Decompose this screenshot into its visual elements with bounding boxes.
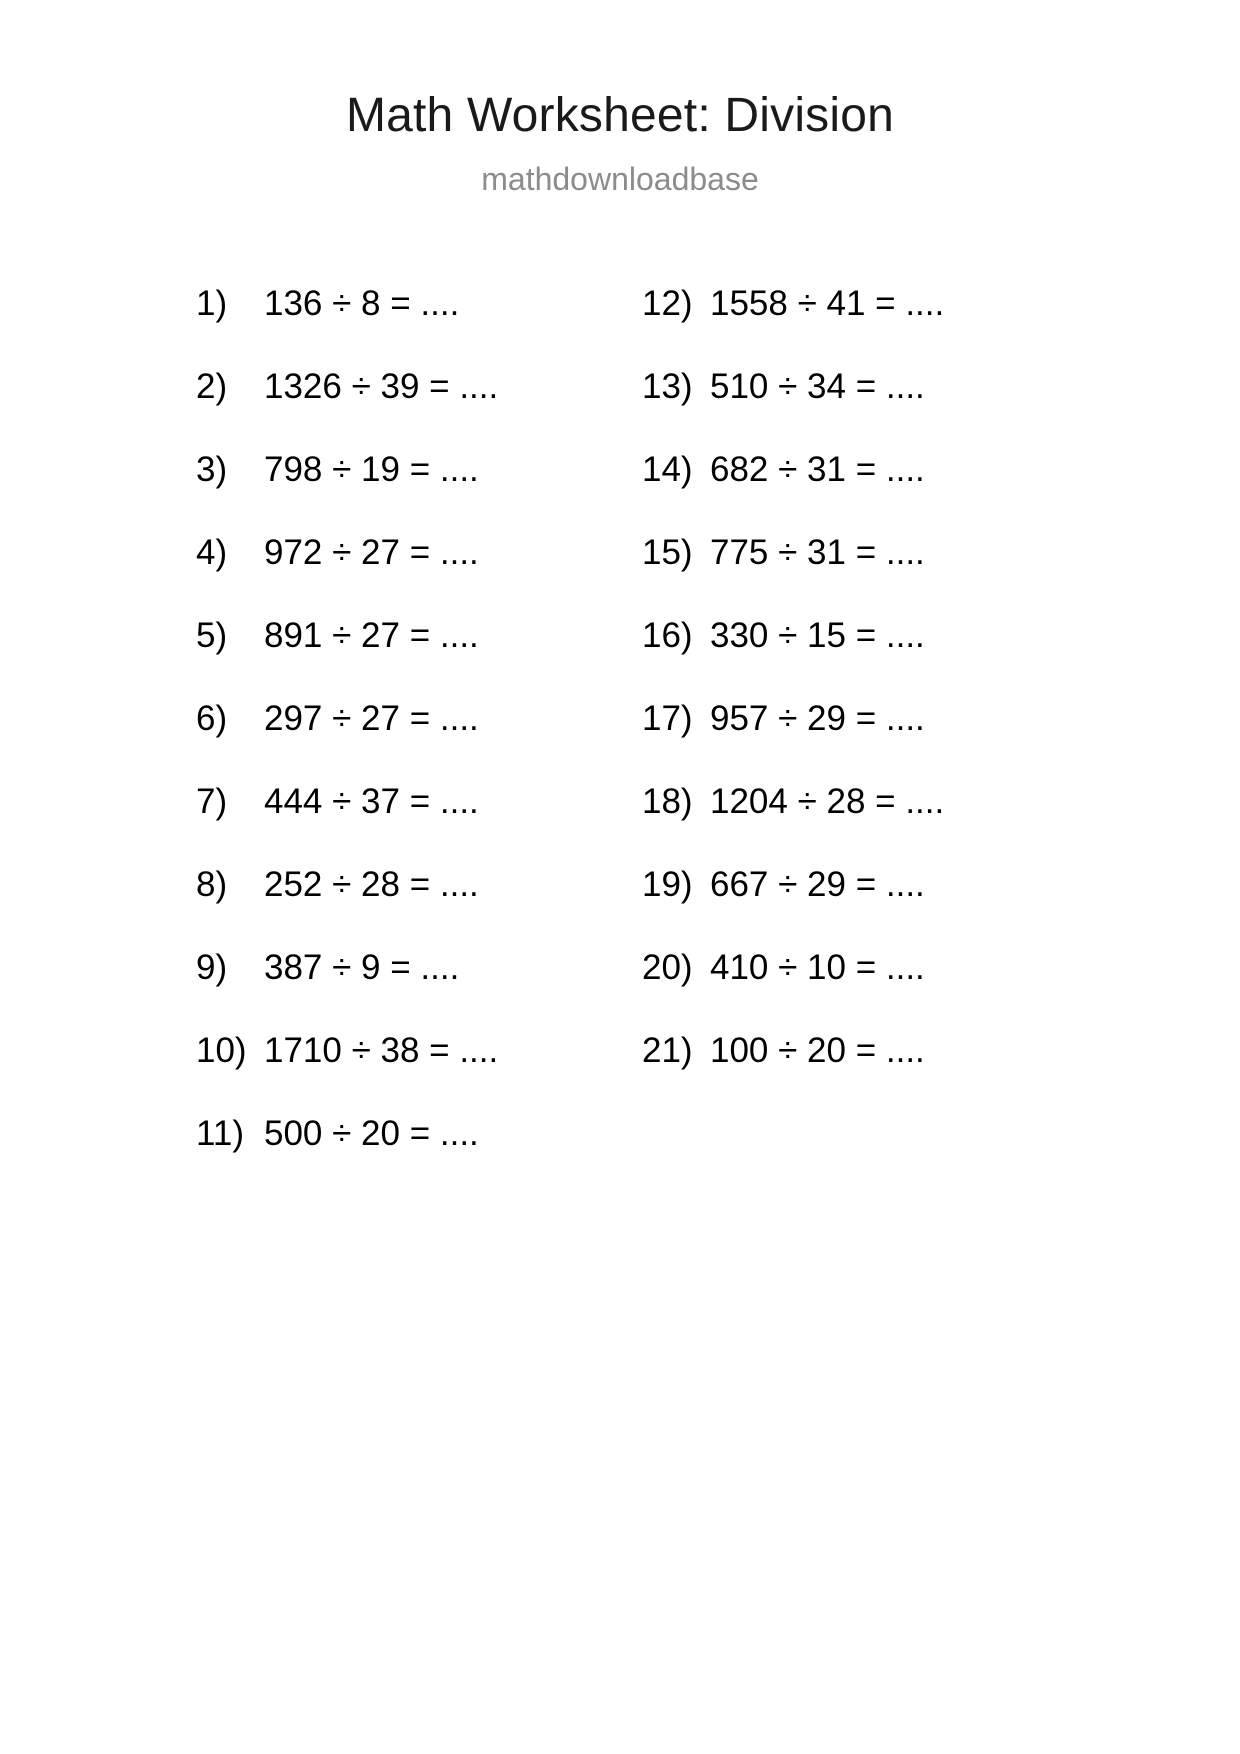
problem-number: 10) [196, 1031, 247, 1070]
problem-number: 13) [642, 367, 693, 406]
problem-expression: 136 ÷ 8 = .... [264, 284, 460, 323]
problem-number: 2) [196, 367, 228, 406]
problem-item [196, 367, 499, 450]
problem-number: 17) [642, 699, 693, 738]
problem-item [642, 450, 1112, 533]
problem-number: 4) [196, 533, 228, 572]
problem-expression: 510 ÷ 34 = .... [710, 367, 925, 406]
problem-item [196, 865, 479, 948]
problem-column-left [196, 284, 499, 1197]
problem-expression: 775 ÷ 31 = .... [710, 533, 925, 572]
problem-expression: 1204 ÷ 28 = .... [710, 782, 945, 821]
problem-number: 16) [642, 616, 693, 655]
problem-item [642, 533, 1112, 616]
problem-expression: 100 ÷ 20 = .... [710, 1031, 925, 1070]
problem-number: 15) [642, 533, 693, 572]
problem-item [196, 1031, 499, 1114]
problem-expression: 667 ÷ 29 = .... [710, 865, 925, 904]
problem-number: 12) [642, 284, 693, 323]
problem-column-right [642, 284, 1112, 1114]
problem-item [196, 533, 479, 616]
problem-item [642, 699, 1112, 782]
problem-number: 18) [642, 782, 693, 821]
problem-number: 14) [642, 450, 693, 489]
problem-item [642, 782, 1112, 865]
problem-expression: 1710 ÷ 38 = .... [264, 1031, 499, 1070]
problem-item [196, 699, 479, 782]
problem-item [196, 616, 479, 699]
problem-number: 6) [196, 699, 228, 738]
problem-item [196, 948, 460, 1031]
problem-expression: 297 ÷ 27 = .... [264, 699, 479, 738]
problem-number: 5) [196, 616, 228, 655]
problem-expression: 387 ÷ 9 = .... [264, 948, 460, 987]
problem-item [642, 616, 1112, 699]
problem-expression: 891 ÷ 27 = .... [264, 616, 479, 655]
problem-item [196, 450, 479, 533]
problem-expression: 1326 ÷ 39 = .... [264, 367, 499, 406]
problem-expression: 500 ÷ 20 = .... [264, 1114, 479, 1153]
problem-item [642, 1031, 1112, 1114]
problem-item [196, 782, 479, 865]
page-title: Math Worksheet: Division [345, 89, 895, 142]
problem-expression: 252 ÷ 28 = .... [264, 865, 479, 904]
problem-number: 7) [196, 782, 228, 821]
problem-item [196, 284, 460, 367]
problem-expression: 330 ÷ 15 = .... [710, 616, 925, 655]
problem-expression: 444 ÷ 37 = .... [264, 782, 479, 821]
problem-number: 19) [642, 865, 693, 904]
problem-number: 20) [642, 948, 693, 987]
problem-expression: 798 ÷ 19 = .... [264, 450, 479, 489]
problem-expression: 410 ÷ 10 = .... [710, 948, 925, 987]
problem-number: 21) [642, 1031, 693, 1070]
problem-item [196, 1114, 479, 1197]
problem-expression: 682 ÷ 31 = .... [710, 450, 925, 489]
problem-number: 11) [196, 1114, 244, 1153]
page-subtitle: mathdownloadbase [481, 161, 759, 197]
problem-item [642, 865, 1112, 948]
problem-number: 3) [196, 450, 228, 489]
problem-item [642, 948, 1112, 1031]
problem-columns [0, 284, 1240, 1197]
problem-number: 8) [196, 865, 228, 904]
problem-expression: 972 ÷ 27 = .... [264, 533, 479, 572]
problem-expression: 957 ÷ 29 = .... [710, 699, 925, 738]
problem-item [642, 284, 1112, 367]
problem-item [642, 367, 1112, 450]
problem-number: 1) [196, 284, 228, 323]
problem-expression: 1558 ÷ 41 = .... [710, 284, 945, 323]
problem-number: 9) [196, 948, 228, 987]
